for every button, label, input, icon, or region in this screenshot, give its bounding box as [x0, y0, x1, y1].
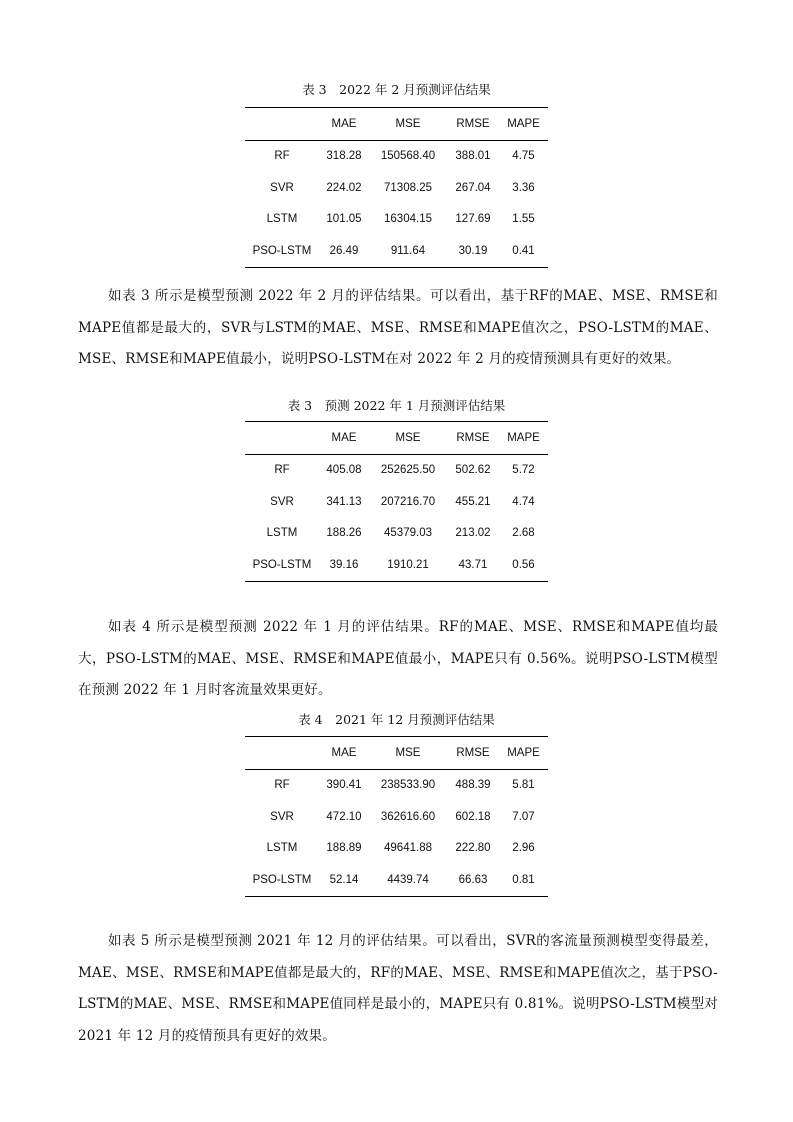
metric-value-cell: 3.36 [512, 181, 535, 194]
metric-value-cell: 7.07 [512, 810, 535, 823]
metric-value-cell: 472.10 [326, 810, 362, 823]
metric-value-cell: 318.28 [326, 150, 362, 163]
table-row [245, 235, 548, 267]
metric-value-cell: 127.69 [455, 213, 491, 226]
model-name-cell: SVR [270, 810, 294, 823]
metric-value-cell: 388.01 [455, 150, 491, 163]
table-row [245, 769, 548, 801]
metric-value-cell: 26.49 [329, 244, 359, 257]
metric-value-cell: 45379.03 [384, 527, 432, 540]
table-caption: 表 3 预测 2022 年 1 月预测评估结果 [287, 398, 506, 413]
metric-value-cell: 16304.15 [384, 213, 432, 226]
metric-value-cell: 4.75 [512, 150, 535, 163]
metric-value-cell: 2.96 [512, 842, 535, 855]
column-header [245, 108, 319, 141]
column-header [245, 422, 319, 455]
metric-value-cell: 911.64 [390, 244, 426, 257]
column-header: MAE [331, 746, 357, 759]
metric-value-cell: 49641.88 [384, 842, 432, 855]
metric-value-cell: 2.68 [512, 527, 535, 540]
metric-value-cell: 488.39 [455, 779, 491, 792]
column-header: MAE [331, 117, 357, 130]
column-header: MSE [395, 746, 421, 759]
metric-value-cell: 5.81 [512, 779, 535, 792]
table-row [245, 801, 548, 833]
metric-value-cell: 1.55 [512, 213, 535, 226]
table-row [245, 864, 548, 896]
column-header: MAPE [507, 117, 540, 130]
results-table [245, 421, 548, 582]
metric-value-cell: 455.21 [455, 495, 491, 508]
metric-value-cell: 4.74 [512, 495, 535, 508]
metric-value-cell: 267.04 [455, 181, 491, 194]
metric-value-cell: 101.05 [326, 213, 362, 226]
metric-value-cell: 222.80 [455, 842, 491, 855]
model-name-cell: RF [274, 779, 290, 792]
metric-value-cell: 66.63 [458, 873, 488, 886]
metric-value-cell: 0.41 [512, 244, 535, 257]
metric-value-cell: 0.81 [512, 873, 535, 886]
table-row [245, 172, 548, 204]
metric-value-cell: 207216.70 [380, 495, 436, 508]
metric-value-cell: 188.26 [326, 527, 362, 540]
column-header: RMSE [456, 431, 490, 444]
body-paragraph: 如表 5 所示是模型预测 2021 年 12 月的评估结果。可以看出，SVR的客流量预测模型变得最差，MAE、MSE、RMSE和MAPE值都是最大的，RF的MAE、MSE、RMSE和MAPE值次之，基于PSO-LSTM的MAE、MSE、RMSE和MAPE值同样是最小的，MAPE只有 0.81%。说明PSO-LSTM模型对 2021 年 12 月的疫情预具有更好的效果。 [78, 933, 718, 1044]
model-name-cell: LSTM [266, 527, 298, 540]
column-header: RMSE [456, 117, 490, 130]
model-name-cell: LSTM [266, 842, 298, 855]
metric-value-cell: 502.62 [455, 464, 491, 477]
table-row [245, 454, 548, 486]
metric-value-cell: 341.13 [326, 495, 362, 508]
metric-value-cell: 602.18 [455, 810, 491, 823]
body-paragraph: 如表 3 所示是模型预测 2022 年 2 月的评估结果。可以看出，基于RF的MAE、MSE、RMSE和MAPE值都是最大的，SVR与LSTM的MAE、MSE、RMSE和MAPE值次之，PSO-LSTM的MAE、MSE、RMSE和MAPE值最小，说明PSO-LSTM在对 2022 年 2 月的疫情预测具有更好的效果。 [78, 288, 719, 367]
model-name-cell: PSO-LSTM [252, 873, 312, 886]
table-header-row [245, 737, 548, 770]
metric-value-cell: 71308.25 [384, 181, 432, 194]
column-header: MSE [395, 117, 421, 130]
metric-value-cell: 1910.21 [387, 558, 429, 571]
table-header-row [245, 422, 548, 455]
body-paragraph: 如表 4 所示是模型预测 2022 年 1 月的评估结果。RF的MAE、MSE、RMSE和MAPE值均最大，PSO-LSTM的MAE、MSE、RMSE和MAPE值最小，MAPE只有 0.56%。说明PSO-LSTM模型在预测 2022 年 1 月时客流量效果更好。 [78, 619, 718, 698]
column-header: MAE [331, 431, 357, 444]
results-table [245, 736, 548, 897]
table-row [245, 518, 548, 550]
metric-value-cell: 405.08 [326, 464, 362, 477]
metric-value-cell: 390.41 [326, 779, 362, 792]
metric-value-cell: 238533.90 [380, 779, 436, 792]
metric-value-cell: 4439.74 [387, 873, 429, 886]
metric-value-cell: 188.89 [326, 842, 362, 855]
results-table [245, 107, 548, 268]
table-caption: 表 4 2021 年 12 月预测评估结果 [298, 712, 495, 727]
column-header: MAPE [507, 746, 540, 759]
metric-value-cell: 5.72 [512, 464, 535, 477]
model-name-cell: RF [274, 464, 290, 477]
column-header: MAPE [507, 431, 540, 444]
table-caption: 表 3 2022 年 2 月预测评估结果 [302, 82, 491, 97]
table-row [245, 204, 548, 236]
table-header-row [245, 108, 548, 141]
model-name-cell: SVR [270, 495, 294, 508]
metric-value-cell: 39.16 [329, 558, 359, 571]
table-row [245, 140, 548, 172]
model-name-cell: PSO-LSTM [252, 558, 312, 571]
table-row [245, 486, 548, 518]
metric-value-cell: 30.19 [458, 244, 488, 257]
metric-value-cell: 362616.60 [380, 810, 436, 823]
model-name-cell: PSO-LSTM [252, 244, 312, 257]
metric-value-cell: 52.14 [329, 873, 359, 886]
metric-value-cell: 213.02 [455, 527, 491, 540]
metric-value-cell: 252625.50 [380, 464, 436, 477]
metric-value-cell: 0.56 [512, 558, 535, 571]
column-header [245, 737, 319, 770]
metric-value-cell: 224.02 [326, 181, 362, 194]
model-name-cell: SVR [270, 181, 294, 194]
table-row [245, 549, 548, 581]
model-name-cell: RF [274, 150, 290, 163]
column-header: MSE [395, 431, 421, 444]
model-name-cell: LSTM [266, 213, 298, 226]
column-header: RMSE [456, 746, 490, 759]
metric-value-cell: 43.71 [458, 558, 488, 571]
table-row [245, 833, 548, 865]
metric-value-cell: 150568.40 [380, 150, 436, 163]
